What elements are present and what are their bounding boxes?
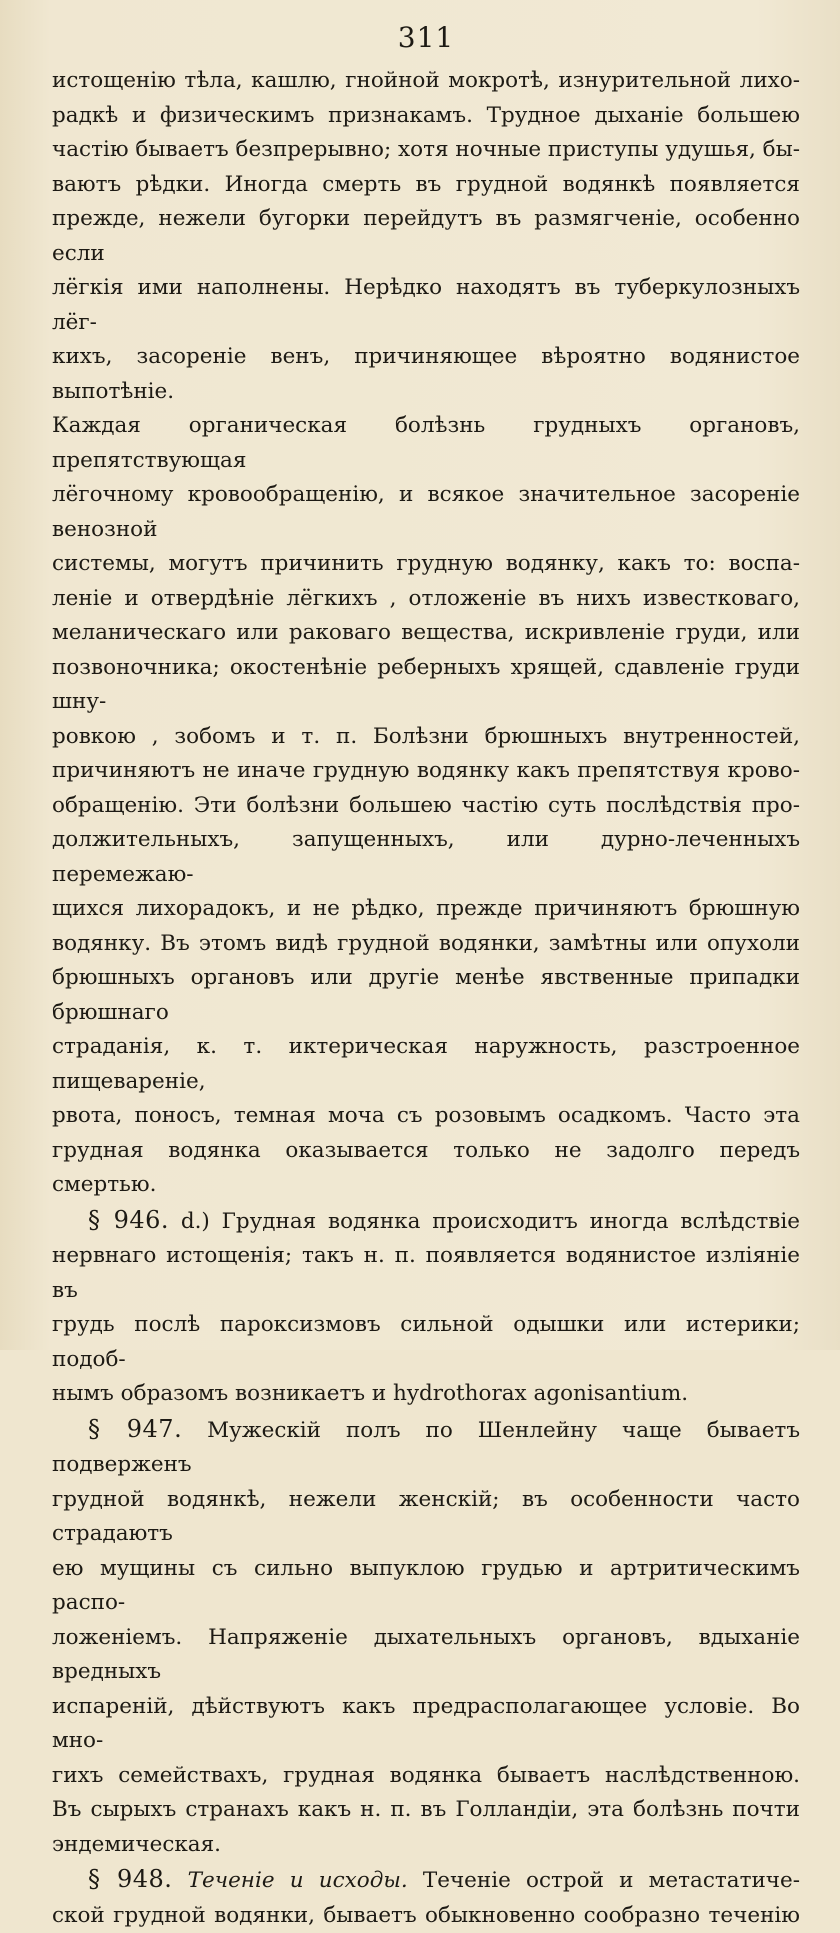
text-line: кихъ, засореніе венъ, причиняющее вѣроятно водянистое выпотѣніе.	[52, 344, 800, 404]
text-line: нымъ образомъ возникаетъ и hydrothorax agonisantium.	[52, 1381, 689, 1406]
text-line: эндемическая.	[52, 1831, 222, 1857]
section-946-end	[52, 1377, 800, 1412]
text-line: лёгкія ими наполнены. Нерѣдко находятъ въ туберкулозныхъ лёг-	[52, 275, 800, 335]
text-line: Теченіе острой и метастатиче-	[407, 1868, 800, 1893]
text-line: испареній, дѣйствуютъ какъ предрасполагающее условіе. Во мно-	[52, 1693, 800, 1753]
text-line: ской грудной водянки, бываетъ обыкновенно сообразно теченію	[52, 1902, 800, 1928]
text-line: прежде, нежели бугорки перейдутъ въ размягченіе, особенно если	[52, 206, 800, 266]
text-line: гихъ семействахъ, грудная водянка бываетъ наслѣдственною.	[52, 1762, 800, 1788]
text-line: ровкою , зобомъ и т. п. Болѣзни брюшныхъ внутренностей,	[52, 723, 800, 749]
paragraph-continuation-end	[52, 1134, 800, 1203]
section-948	[52, 1862, 800, 1933]
section-title: Теченіе и исходы.	[187, 1868, 408, 1893]
section-946	[52, 1203, 800, 1378]
text-line: истощенію тѣла, кашлю, гнойной мокротѣ, изнурительной лихо-	[52, 68, 800, 93]
text-line: щихся лихорадокъ, и не рѣдко, прежде причиняютъ брюшную	[52, 896, 800, 921]
body-text	[52, 64, 800, 1933]
text-line: Въ сырыхъ странахъ какъ н. п. въ Голландіи, эта болѣзнь почти	[52, 1797, 800, 1822]
text-line: нервнаго истощенія; такъ н. п. появляется водянистое изліяніе въ	[52, 1243, 800, 1303]
text-line: брюшныхъ органовъ или другіе менѣе явственные припадки брюшнаго	[52, 965, 800, 1025]
section-947	[52, 1412, 800, 1828]
text-line: обращенію. Эти болѣзни большею частію суть послѣдствія про-	[52, 792, 800, 818]
text-line: системы, могутъ причинить грудную водянку, какъ то: воспа-	[52, 551, 800, 576]
text-line: причиняютъ не иначе грудную водянку какъ препятствуя крово-	[52, 758, 800, 783]
text-line: грудной водянкѣ, нежели женскій; въ особенности часто страдаютъ	[52, 1486, 800, 1546]
text-line: рвота, поносъ, темная моча съ розовымъ осадкомъ. Часто эта	[52, 1103, 800, 1128]
text-line: Мужескій полъ по Шенлейну чаще бываетъ подверженъ	[52, 1417, 800, 1477]
text-line: страданія, к. т. иктерическая наружность, разстроенное пищевареніе,	[52, 1034, 800, 1094]
section-number: § 946.	[88, 1205, 170, 1234]
text-line: Каждая органическая болѣзнь грудныхъ органовъ, препятствующая	[52, 413, 800, 473]
section-947-end	[52, 1828, 800, 1863]
text-line: d.) Грудная водянка происходитъ иногда вслѣдствіе	[169, 1208, 800, 1234]
text-line: ею мущины съ сильно выпуклою грудью и артритическимъ распо-	[52, 1555, 800, 1615]
paragraph-continuation	[52, 64, 800, 1134]
section-number: § 947.	[88, 1414, 183, 1443]
text-line: должительныхъ, запущенныхъ, или дурно-леченныхъ перемежаю-	[52, 827, 800, 887]
text-line: позвоночника; окостенѣніе реберныхъ хрящей, сдавленіе груди шну-	[52, 654, 800, 714]
text-line: грудная водянка оказывается только не задолго передъ смертью.	[52, 1137, 800, 1197]
text-line: частію бываетъ безпрерывно; хотя ночные приступы удушья, бы-	[52, 137, 800, 162]
text-line: леніе и отвердѣніе лёгкихъ , отложеніе въ нихъ известковаго,	[52, 585, 800, 611]
text-line: грудь послѣ пароксизмовъ сильной одышки или истерики; подоб-	[52, 1312, 800, 1372]
section-number: § 948.	[88, 1865, 173, 1893]
text-line: ваютъ рѣдки. Иногда смерть въ грудной водянкѣ появляется	[52, 171, 800, 197]
text-line: радкѣ и физическимъ признакамъ. Трудное дыханіе большею	[52, 102, 800, 128]
text-line: водянку. Въ этомъ видѣ грудной водянки, замѣтны или опухоли	[52, 930, 800, 956]
page-number: 311	[397, 21, 455, 54]
text-line: ложеніемъ. Напряженіе дыхательныхъ органовъ, вдыханіе вредныхъ	[52, 1624, 800, 1684]
text-line: лёгочному кровообращенію, и всякое значительное засореніе венозной	[52, 482, 800, 542]
text-line: меланическаго или раковаго вещества, искривленіе груди, или	[52, 620, 800, 645]
